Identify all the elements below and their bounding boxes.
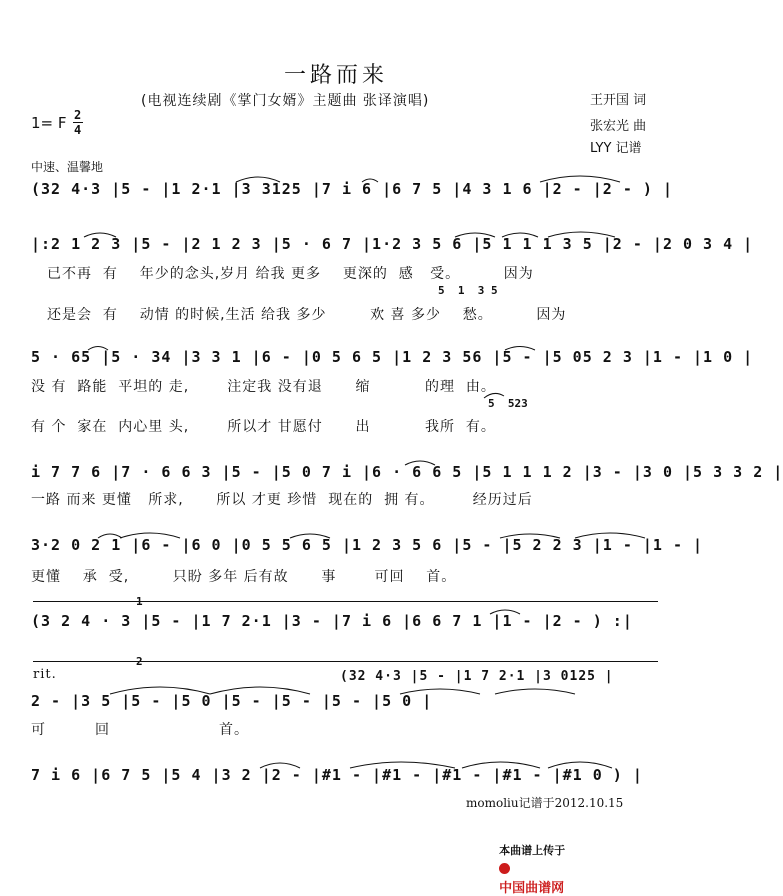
- score-row-3-lyric-verse-1: 没 有 路能 平坦的 走, 注定我 没有退 缩 的理 由。: [31, 379, 496, 395]
- ritardando-marking: rit.: [33, 667, 57, 682]
- volta-1-number: 1: [136, 595, 143, 608]
- score-row-7-notes: 2 - |3 5 |5 - |5 0 |5 - |5 - |5 - |5 0 |: [31, 692, 433, 710]
- score-row-7-lyric: 可 回 首。: [31, 722, 250, 738]
- score-row-3-notes: 5 · 65 |5 · 34 |3 3 1 |6 - |0 5 6 5 |1 2 3 56 |5 - |5 05 2 3 |1 - |1 0 |: [31, 348, 754, 366]
- score-row-3-lyric-verse-2: 有 个 家在 内心里 头, 所以才 甘愿付 出 我所 有。: [31, 419, 496, 435]
- score-row-2-alt-notes: 5 1 3 5: [438, 284, 498, 297]
- score-row-2-lyric-verse-2: 还是会 有 动情 的时候,生活 给我 多少 欢 喜 多少 愁。 因为: [47, 307, 567, 323]
- score-row-4-lyric: 一路 而来 更懂 所求, 所以 才更 珍惜 现在的 拥 有。 经历过后: [31, 492, 533, 508]
- key-signature: 1= F: [31, 114, 67, 132]
- score-row-2-notes: |:2 1 2 3 |5 - |2 1 2 3 |5 · 6 7 |1·2 3 5 6 |5 1 1 1 3 5 |2 - |2 0 3 4 |: [31, 235, 754, 253]
- song-subtitle: (电视连续剧《掌门女婿》主题曲 张译演唱): [141, 93, 430, 109]
- score-row-3-alt-notes: 5 523: [488, 397, 528, 410]
- transcription-date: momoliu记谱于2012.10.15: [466, 796, 624, 810]
- score-row-6-notes: (3 2 4 · 3 |5 - |1 7 2·1 |3 - |7 i 6 |6 6 7 1 |1 - |2 - ) :|: [31, 612, 633, 630]
- score-row-8-notes: 7 i 6 |6 7 5 |5 4 |3 2 |2 - |#1 - |#1 - |#1 - |#1 - |#1 0 ) |: [31, 766, 643, 784]
- site-logo-text[interactable]: 中国曲谱网: [499, 881, 565, 896]
- transcriber-credit: LYY 记谱: [590, 141, 642, 156]
- composer-credit: 张宏光 曲: [590, 119, 647, 134]
- time-signature-top: 2: [74, 108, 82, 122]
- score-row-5-lyric: 更懂 承 受, 只盼 多年 后有故 事 可回 首。: [31, 569, 457, 585]
- score-row-5-notes: 3·2 0 2 1 |6 - |6 0 |0 5 5 6 5 |1 2 3 5 6 |5 - |5 2 2 3 |1 - |1 - |: [31, 536, 704, 554]
- lyricist-credit: 王开国 词: [590, 93, 647, 108]
- time-signature-bottom: 4: [74, 123, 82, 137]
- score-row-2-lyric-verse-1: 已不再 有 年少的念头,岁月 给我 更多 更深的 感 受。 因为: [47, 266, 534, 282]
- score-row-4-notes: i 7 7 6 |7 · 6 6 3 |5 - |5 0 7 i |6 · 6 6 5 |5 1 1 1 2 |3 - |3 0 |5 3 3 2 |: [31, 463, 783, 481]
- footer-text: 本曲谱上传于: [499, 844, 566, 857]
- score-row-7-upper-notes: (32 4·3 |5 - |1 7 2·1 |3 0125 |: [340, 669, 614, 684]
- song-title: 一路而来: [284, 63, 389, 88]
- score-row-1-notes: (32 4·3 |5 - |1 2·1 |3 3125 |7 i 6 |6 7 5 |4 3 1 6 |2 - |2 - ) |: [31, 180, 673, 198]
- tempo-marking: 中速、温馨地: [31, 160, 104, 174]
- site-logo-icon: [499, 863, 510, 874]
- volta-2-number: 2: [136, 655, 143, 668]
